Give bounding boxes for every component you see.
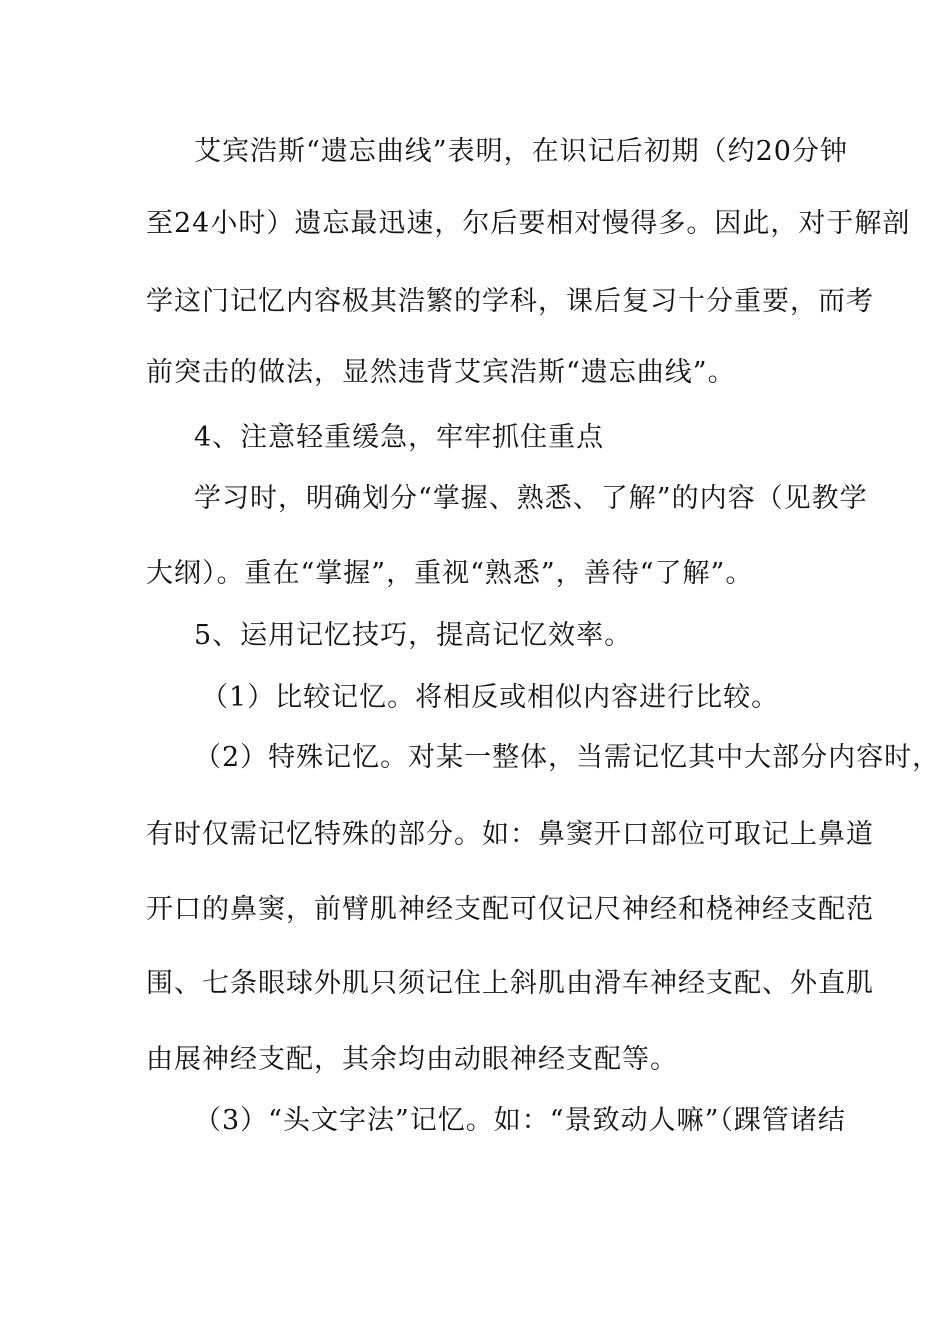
paragraph-line: 学习时，明确划分“掌握、熟悉、了解”的内容（见教学 [194, 483, 868, 514]
paragraph-line: 有时仅需记忆特殊的部分。如：鼻窦开口部位可取记上鼻道 [146, 819, 874, 850]
paragraph-line: 由展神经支配，其余均由动眼神经支配等。 [146, 1044, 678, 1075]
paragraph-line: 前突击的做法，显然违背艾宾浩斯“遗忘曲线”。 [146, 357, 736, 388]
list-item: （3）“头文字法”记忆。如：“景致动人嘛”（踝管诸结 [194, 1105, 846, 1136]
list-item: （2）特殊记忆。对某一整体，当需记忆其中大部分内容时， [194, 742, 941, 773]
paragraph-line: 至24小时）遗忘最迅速，尔后要相对慢得多。因此，对于解剖 [146, 208, 911, 239]
section-heading: 5、运用记忆技巧，提高记忆效率。 [194, 620, 633, 651]
list-item: （1）比较记忆。将相反或相似内容进行比较。 [201, 682, 780, 713]
paragraph-line: 艾宾浩斯“遗忘曲线”表明，在识记后初期（约20分钟 [194, 136, 848, 167]
paragraph-line: 大纲）。重在“掌握”，重视“熟悉”，善待“了解”。 [146, 558, 754, 589]
paragraph-line: 学这门记忆内容极其浩繁的学科，课后复习十分重要，而考 [146, 286, 874, 317]
paragraph-line: 开口的鼻窦，前臂肌神经支配可仅记尺神经和桡神经支配范 [146, 894, 874, 925]
paragraph-line: 围、七条眼球外肌只须记住上斜肌由滑车神经支配、外直肌 [146, 968, 874, 999]
section-heading: 4、注意轻重缓急，牢牢抓住重点 [194, 422, 605, 453]
